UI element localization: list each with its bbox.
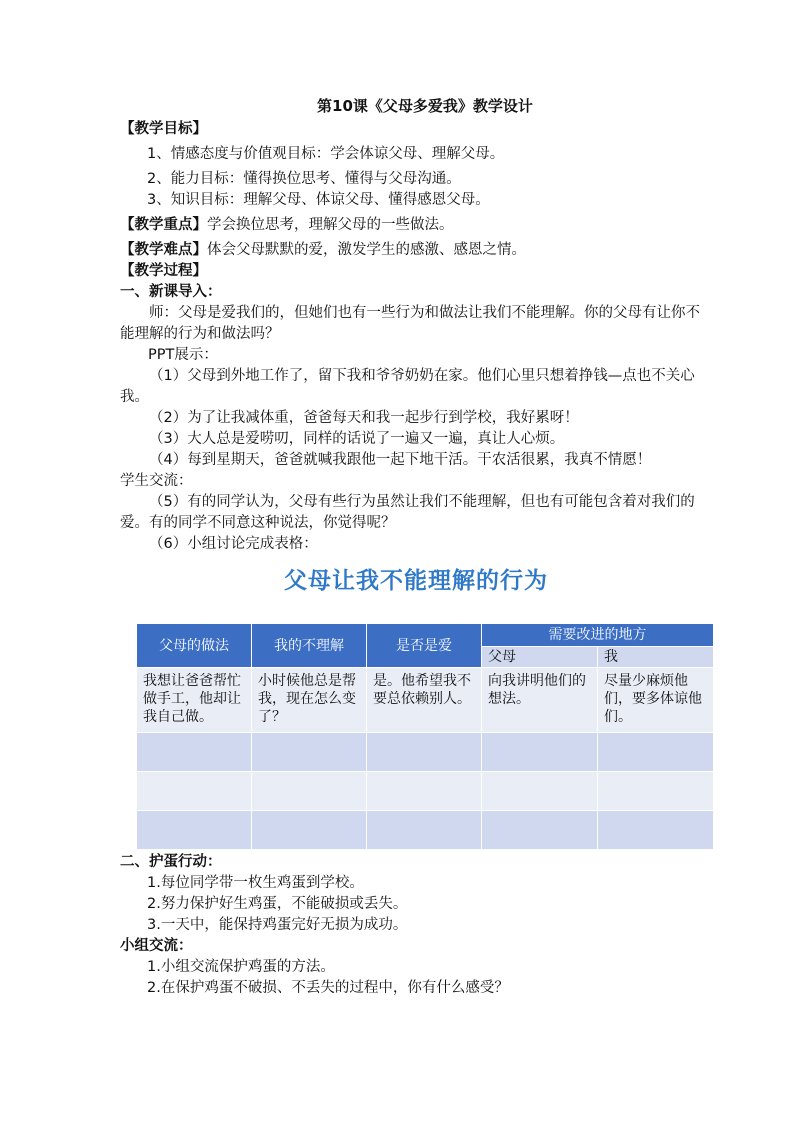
table-row [137,668,714,733]
document-title: 第10课《父母多爱我》教学设计 [317,97,533,115]
part2-heading: 二、护蛋行动： [120,854,222,870]
ppt-item-2: （2）为了让我减体重，爸爸每天和我一起步行到学校，我好累呀！ [149,410,579,426]
ppt-item-3: （3）大人总是爱唠叨，同样的话说了一遍又一遍，真让人心烦。 [149,431,565,447]
header-parents-action: 父母的做法 [137,624,252,668]
empty-cell [137,772,252,811]
table-cell: 小时候他总是帮我，现在怎么变了？ [252,668,367,733]
table-cell: 是。他希望我不要总依赖别人。 [367,668,482,733]
part1-heading: 一、新课导入： [120,284,222,300]
exchange-label: 学生交流： [120,473,193,489]
goal-item-3: 3、知识目标：理解父母、体谅父母、懂得感恩父母。 [147,192,490,208]
ppt-item-4: （4）每到星期天，爸爸就喊我跟他一起下地干活。干农活很累，我真不情愿！ [149,452,652,468]
egg-item-2: 2.努力保护好生鸡蛋，不能破损或丢失。 [147,896,408,912]
empty-cell [137,733,252,772]
table-cell: 尽量少麻烦他们，要多体谅他们。 [598,668,714,733]
empty-cell [598,772,714,811]
process-heading: 【教学过程】 [120,263,207,279]
subheader-parents: 父母 [482,647,598,668]
exchange-item-5: （5）有的同学认为，父母有些行为虽然让我们不能理解，但也有可能包含着对我们的爱。有的同学不同意这种说法，你觉得呢？ [120,494,695,531]
empty-cell [367,811,482,850]
difficulty-point [120,240,712,261]
difficulty-text: 体会父母默默的爱，激发学生的感激、感恩之情。 [207,242,526,258]
header-improvement: 需要改进的地方 [482,624,714,647]
table-title: 父母让我不能理解的行为 [284,568,548,594]
key-point [120,215,712,236]
empty-cell [367,772,482,811]
table-row-empty [137,733,714,772]
key-point-label: 【教学重点】 [120,217,207,233]
table-cell: 我想让爸爸帮忙做手工，他却让我自己做。 [137,668,252,733]
empty-cell [482,772,598,811]
goal-item-1: 1、情感态度与价值观目标：学会体谅父母、理解父母。 [147,146,505,162]
table-cell: 向我讲明他们的想法。 [482,668,598,733]
lesson-plan-document [120,96,712,999]
empty-cell [598,733,714,772]
empty-cell [252,811,367,850]
empty-cell [598,811,714,850]
header-is-love: 是否是爱 [367,624,482,668]
empty-cell [367,733,482,772]
group-item-1: 1.小组交流保护鸡蛋的方法。 [147,959,335,975]
goals-heading: 【教学目标】 [120,121,207,137]
group-heading: 小组交流： [120,938,193,954]
empty-cell [137,811,252,850]
empty-cell [252,772,367,811]
difficulty-label: 【教学难点】 [120,242,207,258]
empty-cell [482,811,598,850]
subheader-me: 我 [598,647,714,668]
goal-item-2: 2、能力目标：懂得换位思考、懂得与父母沟通。 [147,171,461,187]
table-row-empty [137,772,714,811]
group-item-2: 2.在保护鸡蛋不破损、不丢失的过程中，你有什么感受？ [147,980,509,996]
table-row-empty [137,811,714,850]
empty-cell [252,733,367,772]
empty-cell [482,733,598,772]
egg-item-1: 1.每位同学带一枚生鸡蛋到学校。 [147,875,364,891]
ppt-item-1: （1）父母到外地工作了，留下我和爷爷奶奶在家。他们心里只想着挣钱—点也不关心我。 [120,368,695,405]
egg-item-3: 3.一天中，能保持鸡蛋完好无损为成功。 [147,917,408,933]
ppt-label: PPT展示： [148,347,218,363]
key-point-text: 学会换位思考，理解父母的一些做法。 [207,217,454,233]
exchange-item-6: （6）小组讨论完成表格： [149,536,318,552]
teacher-intro: 师：父母是爱我们的，但她们也有一些行为和做法让我们不能理解。你的父母有让你不能理解的行为和做法吗？ [120,305,700,342]
discussion-table [136,623,714,850]
header-my-confusion: 我的不理解 [252,624,367,668]
